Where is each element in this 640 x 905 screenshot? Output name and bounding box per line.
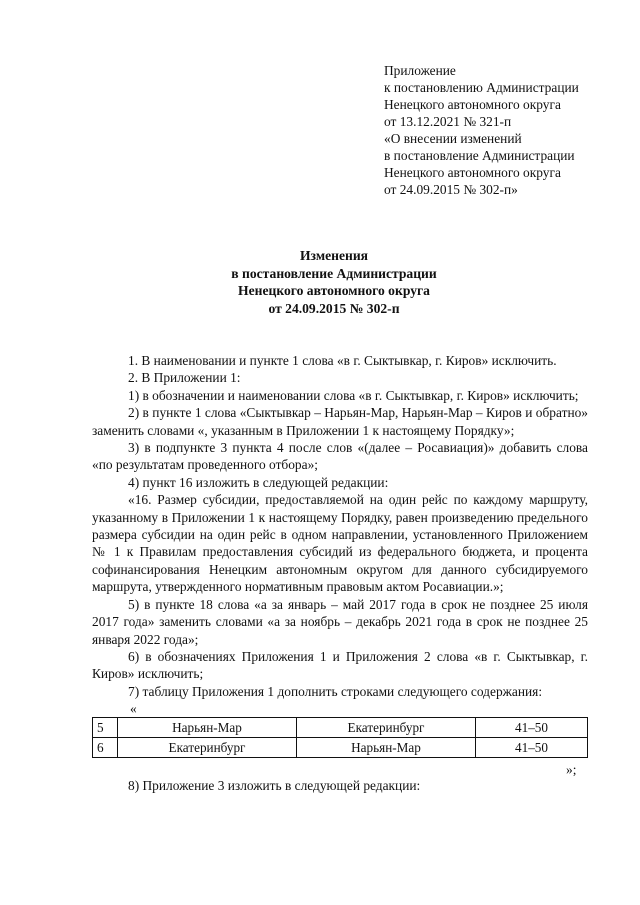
paragraph: 7) таблицу Приложения 1 дополнить строками следующего содержания: [128,683,543,699]
paragraph: 6) в обозначениях Приложения 1 и Приложения 2 слова «в г. Сыктывкар, г. Киров» исключить; [92,648,588,682]
appendix-line: Ненецкого автономного округа [384,97,561,112]
title-line: в постановление Администрации [231,265,437,281]
table-close-quote: »; [566,762,577,777]
paragraph: 2. В Приложении 1: [128,370,241,386]
route-to: Нарьян-Мар [297,738,476,758]
document-body [92,352,588,700]
item-8: 8) Приложение 3 изложить в следующей редакции: [128,778,421,793]
paragraph: 3) в подпункте 3 пункта 4 после слов «(далее – Росавиация)» добавить слова «по результатам проведенного отбора»; [92,440,588,473]
appendix-header [384,62,579,198]
appendix-line: от 24.09.2015 № 302-п» [384,182,518,197]
paragraph: 2) в пункте 1 слова «Сыктывкар – Нарьян-Мар, Нарьян-Мар – Киров и обратно» заменить словами «, указанным в Приложении 1 к настоящему Порядку»; [92,405,588,438]
route-from: Нарьян-Мар [118,718,297,738]
paragraph: «16. Размер субсидии, предоставляемой на один рейс по каждому маршруту, указанному в Приложении 1 к настоящему Порядку, равен произведению предельного размера субсидии на один рейс в одном направлении, установленного Приложением № 1 к Правилам предоставления субсидий из федерального бюджета, и процента софинансирования Ненецким автономным округом для данного субсидируемого маршрута, утвержденного нормативным правовым актом Росавиации.»; [92,492,588,595]
document-title [0,247,640,317]
appendix-line: к постановлению Администрации [384,80,579,95]
paragraph: 1) в обозначении и наименовании слова «в г. Сыктывкар, г. Киров» исключить; [128,387,579,403]
route-from: Екатеринбург [118,738,297,758]
title-line: Ненецкого автономного округа [238,283,430,298]
paragraph: 5) в пункте 18 слова «а за январь – май 2017 года в срок не позднее 25 июля 2017 года» заменить словами «а за ноябрь – декабрь 2021 года в срок не позднее 25 января 2022 года»; [92,596,588,647]
appendix-line: в постановление Администрации [384,148,575,163]
title-line: от 24.09.2015 № 302-п [268,300,400,316]
appendix-line: Ненецкого автономного округа [384,165,561,180]
row-number: 6 [93,738,118,758]
route-range: 41–50 [476,738,588,758]
appendix-line: «О внесении изменений [384,131,522,146]
route-range: 41–50 [476,718,588,738]
table-open-quote: « [130,701,137,716]
appendix-line: от 13.12.2021 № 321-п [384,114,512,129]
row-number: 5 [93,718,118,738]
appendix-line: Приложение [384,63,456,78]
paragraph: 1. В наименовании и пункте 1 слова «в г. Сыктывкар, г. Киров» исключить. [128,353,557,368]
table-row [93,738,588,758]
paragraph: 4) пункт 16 изложить в следующей редакции: [128,474,389,490]
route-to: Екатеринбург [297,718,476,738]
title-line: Изменения [299,248,369,263]
table-row [93,718,588,738]
routes-table [92,717,588,758]
